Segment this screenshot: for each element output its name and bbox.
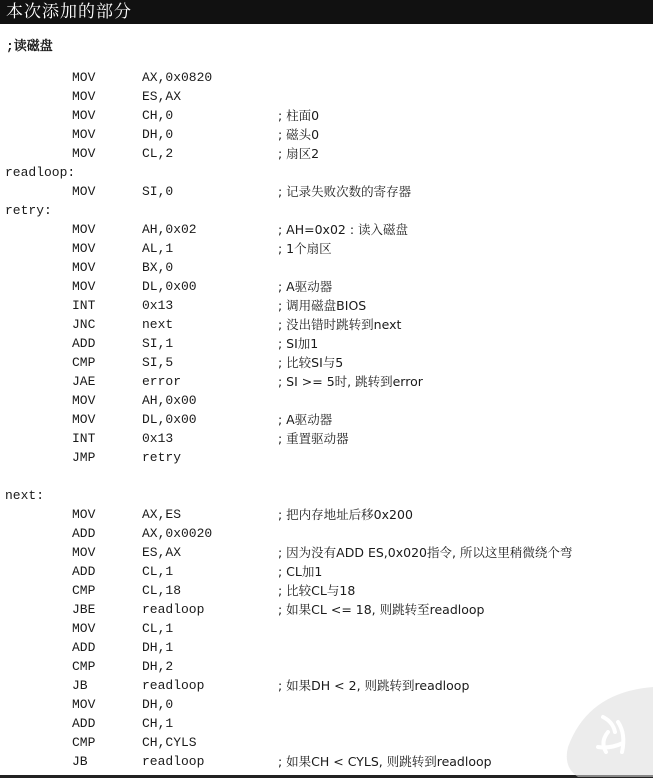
code-line: [0, 106, 653, 125]
code-opcode: MOV: [72, 545, 96, 560]
code-opcode: MOV: [72, 184, 96, 199]
code-comment: ; CL加1: [278, 564, 323, 579]
code-operands: SI,0: [142, 184, 174, 199]
code-line: [0, 201, 653, 220]
bottom-divider: [0, 775, 653, 778]
code-comment: ; 调用磁盘BIOS: [278, 298, 367, 313]
section-title: 本次添加的部分: [6, 2, 132, 22]
code-comment: ; 比较CL与18: [278, 583, 356, 598]
code-operands: BX,0: [142, 260, 174, 275]
code-operands: 0x13: [142, 431, 174, 446]
code-operands: ES,AX: [142, 545, 182, 560]
code-operands: AX,0x0020: [142, 526, 213, 541]
code-comment: ; 记录失败次数的寄存器: [278, 184, 412, 199]
code-opcode: ADD: [72, 526, 96, 541]
code-opcode: JB: [72, 754, 88, 769]
code-opcode: MOV: [72, 279, 96, 294]
code-line: [0, 448, 653, 467]
code-line: [0, 619, 653, 638]
code-line: [0, 315, 653, 334]
code-operands: AH,0x02: [142, 222, 197, 237]
code-operands: SI,1: [142, 336, 174, 351]
code-line: [0, 220, 653, 239]
code-line: [0, 524, 653, 543]
code-line: [0, 125, 653, 144]
code-operands: CL,1: [142, 621, 174, 636]
code-comment: ; 柱面0: [278, 108, 320, 123]
code-opcode: ADD: [72, 716, 96, 731]
code-line: [0, 676, 653, 695]
code-comment: ; 把内存地址后移0x200: [278, 507, 413, 522]
code-operands: CL,18: [142, 583, 182, 598]
code-opcode: MOV: [72, 222, 96, 237]
code-comment: ; 如果DH < 2, 则跳转到readloop: [278, 678, 470, 693]
section-header-bar: [0, 0, 653, 24]
code-line: [0, 163, 653, 182]
code-opcode: ADD: [72, 564, 96, 579]
code-comment: ; 没出错时跳转到next: [278, 317, 402, 332]
code-opcode: MOV: [72, 127, 96, 142]
code-line: [0, 334, 653, 353]
code-opcode: CMP: [72, 355, 96, 370]
code-line: [0, 239, 653, 258]
code-operands: next: [142, 317, 174, 332]
code-line: [0, 733, 653, 752]
code-operands: SI,5: [142, 355, 174, 370]
code-operands: DL,0x00: [142, 412, 197, 427]
code-opcode: JBE: [72, 602, 96, 617]
code-opcode: JAE: [72, 374, 96, 389]
code-comment: ; 比较SI与5: [278, 355, 344, 370]
code-line: [0, 87, 653, 106]
code-comment: ; 1个扇区: [278, 241, 332, 256]
code-operands: DH,0: [142, 127, 174, 142]
code-line: [0, 562, 653, 581]
code-line: [0, 486, 653, 505]
code-comment: ; 如果CL <= 18, 则跳转至readloop: [278, 602, 485, 617]
code-line: [0, 277, 653, 296]
code-comment: ; 扇区2: [278, 146, 320, 161]
code-line: [0, 581, 653, 600]
code-comment: ; SI加1: [278, 336, 319, 351]
code-line: [0, 182, 653, 201]
code-line: [0, 657, 653, 676]
code-line: [0, 752, 653, 771]
code-opcode: MOV: [72, 70, 96, 85]
code-line: [0, 714, 653, 733]
code-operands: DH,2: [142, 659, 174, 674]
code-opcode: MOV: [72, 146, 96, 161]
code-opcode: MOV: [72, 260, 96, 275]
code-operands: ES,AX: [142, 89, 182, 104]
code-line: [0, 600, 653, 619]
code-opcode: CMP: [72, 659, 96, 674]
code-operands: AX,0x0820: [142, 70, 213, 85]
code-opcode: MOV: [72, 89, 96, 104]
code-line: [0, 258, 653, 277]
code-operands: DL,0x00: [142, 279, 197, 294]
code-operands: CH,CYLS: [142, 735, 197, 750]
code-opcode: JMP: [72, 450, 96, 465]
code-line: [0, 391, 653, 410]
code-opcode: JB: [72, 678, 88, 693]
code-line: [0, 372, 653, 391]
code-operands: AL,1: [142, 241, 174, 256]
code-comment: ; 磁头0: [278, 127, 320, 142]
code-line: [0, 543, 653, 562]
code-operands: CL,1: [142, 564, 174, 579]
code-line: [0, 296, 653, 315]
code-line: [0, 638, 653, 657]
code-operands: DH,0: [142, 697, 174, 712]
code-line: [0, 467, 653, 486]
code-comment: ; AH=0x02 : 读入磁盘: [278, 222, 409, 237]
code-operands: AX,ES: [142, 507, 182, 522]
code-opcode: JNC: [72, 317, 96, 332]
code-comment: ; A驱动器: [278, 279, 333, 294]
code-comment: ; SI >= 5时, 跳转到error: [278, 374, 423, 389]
code-comment: ; 如果CH < CYLS, 则跳转到readloop: [278, 754, 492, 769]
code-label: next:: [5, 488, 45, 503]
code-label: retry:: [5, 203, 52, 218]
code-operands: AH,0x00: [142, 393, 197, 408]
code-operands: readloop: [142, 678, 205, 693]
code-opcode: INT: [72, 431, 96, 446]
code-line: [0, 144, 653, 163]
code-opcode: ADD: [72, 336, 96, 351]
code-label: readloop:: [5, 165, 76, 180]
code-opcode: MOV: [72, 697, 96, 712]
code-operands: readloop: [142, 754, 205, 769]
code-opcode: MOV: [72, 621, 96, 636]
code-line: [0, 68, 653, 87]
code-operands: CH,0: [142, 108, 174, 123]
code-comment: ; 因为没有ADD ES,0x020指令, 所以这里稍微绕个弯: [278, 545, 573, 560]
code-operands: readloop: [142, 602, 205, 617]
code-operands: CL,2: [142, 146, 174, 161]
code-opcode: CMP: [72, 583, 96, 598]
code-operands: 0x13: [142, 298, 174, 313]
code-line: [0, 695, 653, 714]
code-operands: error: [142, 374, 182, 389]
code-opcode: MOV: [72, 393, 96, 408]
code-operands: CH,1: [142, 716, 174, 731]
code-opcode: MOV: [72, 412, 96, 427]
section-comment: ;读磁盘: [6, 39, 53, 54]
code-opcode: CMP: [72, 735, 96, 750]
code-comment: ; 重置驱动器: [278, 431, 349, 446]
code-line: [0, 410, 653, 429]
code-opcode: MOV: [72, 108, 96, 123]
code-operands: retry: [142, 450, 182, 465]
code-operands: DH,1: [142, 640, 174, 655]
code-opcode: MOV: [72, 241, 96, 256]
code-line: [0, 429, 653, 448]
code-comment: ; A驱动器: [278, 412, 333, 427]
code-opcode: INT: [72, 298, 96, 313]
code-opcode: ADD: [72, 640, 96, 655]
code-opcode: MOV: [72, 507, 96, 522]
code-line: [0, 353, 653, 372]
watermark-logo-icon: [558, 687, 653, 777]
code-line: [0, 505, 653, 524]
code-listing: [0, 68, 653, 771]
